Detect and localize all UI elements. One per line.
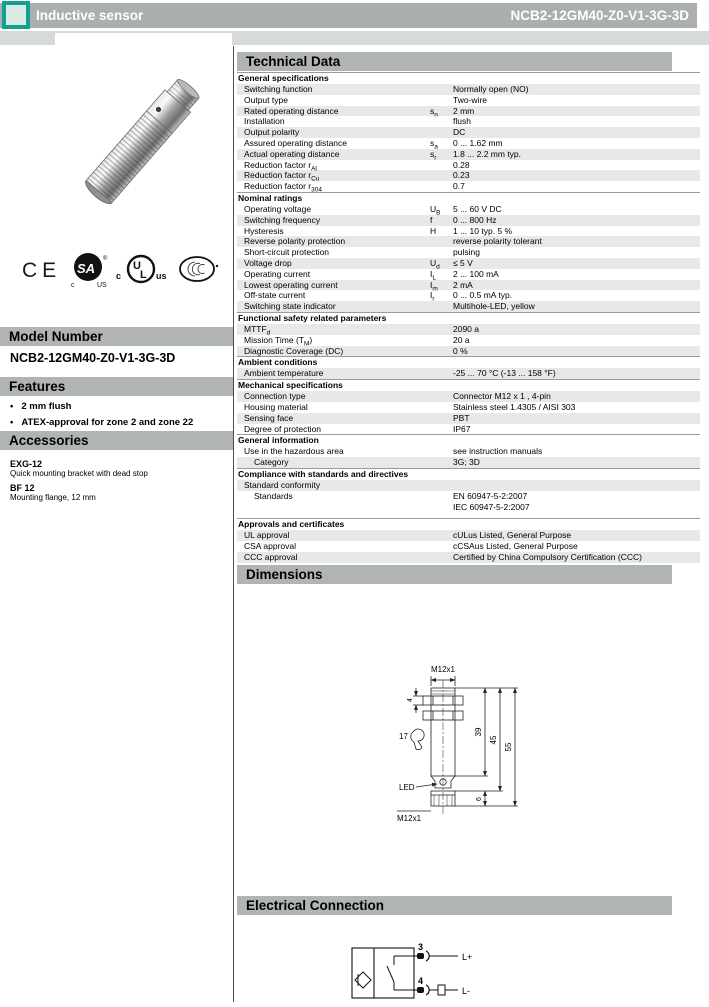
ul-c-text: c xyxy=(116,271,122,281)
spec-value: 2 ... 100 mA xyxy=(453,268,499,279)
l-plus-label: L+ xyxy=(462,952,473,962)
accessory-name: EXG-12 xyxy=(10,459,43,469)
ul-mark-icon xyxy=(116,252,170,288)
spec-symbol xyxy=(430,116,453,127)
spec-symbol xyxy=(430,491,453,513)
spec-section-header: Ambient conditions xyxy=(237,356,700,368)
spec-label: Ambient temperature xyxy=(244,368,324,379)
spec-label: Degree of protection xyxy=(244,423,322,434)
feature-item: • 2 mm flush xyxy=(10,401,225,412)
spec-value: Certified by China Compulsory Certification (CCC) xyxy=(453,551,642,562)
feature-item: • ATEX-approval for zone 2 and zone 22 xyxy=(10,417,225,428)
spec-row xyxy=(237,95,700,106)
spec-symbol xyxy=(430,127,453,138)
spec-value: 0 ... 1.62 mm xyxy=(453,137,503,148)
spec-row xyxy=(237,391,700,402)
spec-label: Switching frequency xyxy=(244,214,321,225)
accessory-description: Mounting flange, 12 mm xyxy=(10,493,96,502)
features-title: Features xyxy=(9,379,66,394)
spec-label: Installation xyxy=(244,116,285,127)
spec-value: Connector M12 x 1 , 4-pin xyxy=(453,391,551,402)
spec-label: Off-state current xyxy=(244,290,306,301)
spec-symbol xyxy=(430,413,453,424)
spec-symbol xyxy=(430,346,453,357)
dim-thread-top-label: M12x1 xyxy=(430,665,456,674)
ul-us-text: us xyxy=(156,271,167,281)
spec-symbol xyxy=(430,95,453,106)
dimensions-section-header xyxy=(237,565,672,584)
spec-row xyxy=(237,446,700,457)
spec-symbol: $I_m$ xyxy=(430,279,438,293)
spec-value: IP67 xyxy=(453,423,471,434)
spec-label: Operating current xyxy=(244,268,311,279)
spec-row xyxy=(237,457,700,468)
spec-symbol: $s_a$ xyxy=(430,137,438,151)
spec-row xyxy=(237,247,700,258)
spec-row xyxy=(237,480,700,491)
spec-label: Mission Time $(T_M)$ xyxy=(244,334,313,348)
spec-symbol: H xyxy=(430,225,437,236)
accessory-description: Quick mounting bracket with dead stop xyxy=(10,469,148,478)
spec-symbol xyxy=(430,160,453,171)
header-model-number: NCB2-12GM40-Z0-V1-3G-3D xyxy=(510,8,689,23)
spec-row xyxy=(237,413,700,424)
spec-symbol: $U_d$ xyxy=(430,257,440,271)
spec-row xyxy=(237,258,700,269)
spec-label: Standards xyxy=(254,490,293,501)
spec-row xyxy=(237,84,700,95)
spec-label: Operating voltage xyxy=(244,203,312,214)
spec-label: Reverse polarity protection xyxy=(244,236,346,247)
dim-6-label: 6 xyxy=(476,797,483,801)
spec-value: ≤ 5 V xyxy=(453,257,473,268)
spec-symbol xyxy=(430,530,453,541)
spec-row xyxy=(237,160,700,171)
spec-label: Assured operating distance xyxy=(244,137,348,148)
pin-3-label: 3 xyxy=(418,942,424,952)
accessories-title: Accessories xyxy=(9,433,89,448)
spec-label: CSA approval xyxy=(244,541,296,552)
spec-value: 0.23 xyxy=(453,170,470,181)
spec-symbol xyxy=(430,236,453,247)
spec-value: 20 a xyxy=(453,334,470,345)
spec-label: Switching state indicator xyxy=(244,301,336,312)
model-number-title: Model Number xyxy=(9,329,103,344)
spec-symbol xyxy=(430,446,453,457)
pin-4-label: 4 xyxy=(418,976,424,986)
spec-row xyxy=(237,491,700,513)
spec-row xyxy=(237,127,700,138)
spec-symbol: $s_n$ xyxy=(430,105,438,119)
spec-value: 0 ... 0.5 mA typ. xyxy=(453,290,513,301)
spec-symbol xyxy=(430,391,453,402)
spec-symbol xyxy=(430,457,453,468)
dim-thread-bottom-label: M12x1 xyxy=(397,814,422,823)
features-list xyxy=(10,401,225,433)
spec-symbol: $U_B$ xyxy=(430,203,441,217)
spec-value: PBT xyxy=(453,412,470,423)
technical-table xyxy=(237,72,700,563)
dim-39-label: 39 xyxy=(474,727,483,737)
spec-section-header: Mechanical specifications xyxy=(237,379,700,391)
spec-label: Category xyxy=(254,457,289,468)
spec-row xyxy=(237,106,700,117)
brand-logo-icon xyxy=(2,1,30,29)
ce-mark-text: CE xyxy=(22,259,62,282)
spec-label: UL approval xyxy=(244,530,290,541)
spec-row xyxy=(237,301,700,312)
spec-value: 0 ... 800 Hz xyxy=(453,214,497,225)
spec-row xyxy=(237,116,700,127)
spec-symbol: $s_r$ xyxy=(430,148,437,162)
ul-u-text: U xyxy=(133,260,141,272)
spec-value: cULus Listed, General Purpose xyxy=(453,530,572,541)
spec-label: Actual operating distance xyxy=(244,148,340,159)
spec-symbol xyxy=(430,181,453,192)
spec-row xyxy=(237,402,700,413)
page-header-bar xyxy=(0,3,697,28)
spec-section-header: General information xyxy=(237,434,700,446)
spec-label: Reduction factor $r_{304}$ xyxy=(244,181,322,194)
spec-label: CCC approval xyxy=(244,551,298,562)
spec-value: 2 mm xyxy=(453,105,475,116)
spec-row xyxy=(237,204,700,215)
model-number-section-header xyxy=(0,327,233,346)
spec-label: Diagnostic Coverage (DC) xyxy=(244,345,344,356)
csa-us-text: US xyxy=(97,282,107,289)
dim-led-label: LED xyxy=(399,783,415,792)
dimension-drawing xyxy=(385,648,560,853)
spec-value: 0 % xyxy=(453,345,468,356)
spec-section-header: Compliance with standards and directives xyxy=(237,468,700,480)
spec-label: Lowest operating current xyxy=(244,279,338,290)
spec-value: see instruction manuals xyxy=(453,446,543,457)
spec-label: Output polarity xyxy=(244,127,300,138)
technical-data-section-header xyxy=(237,52,672,71)
spec-symbol: f xyxy=(430,214,433,225)
spec-value: reverse polarity tolerant xyxy=(453,236,542,247)
spec-value: 0.28 xyxy=(453,159,470,170)
spec-row xyxy=(237,290,700,304)
spec-value: Stainless steel 1.4305 / AISI 303 xyxy=(453,401,576,412)
spec-value: Normally open (NO) xyxy=(453,84,529,94)
spec-symbol xyxy=(430,84,453,95)
spec-row xyxy=(237,149,700,160)
spec-symbol xyxy=(430,552,453,563)
dim-wrench-label: 17 xyxy=(399,732,408,741)
dimensions-title: Dimensions xyxy=(246,567,323,582)
spec-section-header: Nominal ratings xyxy=(237,192,700,204)
spec-row xyxy=(237,541,700,552)
electrical-title: Electrical Connection xyxy=(246,898,385,913)
spec-label: Voltage drop xyxy=(244,257,292,268)
spec-label: Housing material xyxy=(244,401,308,412)
sensor-photo-drawing xyxy=(55,33,232,250)
ul-l-text: L xyxy=(140,269,147,281)
spec-value: -25 ... 70 °C (-13 ... 158 °F) xyxy=(453,368,556,379)
spec-label: Reduction factor $r_{Cu}$ xyxy=(244,170,320,184)
spec-row xyxy=(237,269,700,280)
spec-value: 2 mA xyxy=(453,279,473,290)
electrical-section-header xyxy=(237,896,672,915)
accessories-list xyxy=(10,455,225,503)
spec-row xyxy=(237,138,700,149)
spec-label: Short-circuit protection xyxy=(244,247,330,258)
spec-label: Switching function xyxy=(244,84,313,94)
spec-row xyxy=(237,552,700,563)
spec-value: DC xyxy=(453,127,466,138)
spec-row xyxy=(237,324,700,335)
spec-value: cCSAus Listed, General Purpose xyxy=(453,541,578,552)
technical-data-title: Technical Data xyxy=(246,54,341,69)
column-divider xyxy=(233,46,234,1002)
spec-symbol xyxy=(430,324,453,335)
spec-row xyxy=(237,215,700,226)
spec-label: Output type xyxy=(244,94,288,105)
spec-label: Sensing face xyxy=(244,412,294,423)
wiring-diagram xyxy=(340,938,485,1006)
spec-label: Rated operating distance xyxy=(244,105,339,116)
spec-value: Two-wire xyxy=(453,94,488,105)
model-number-value: NCB2-12GM40-Z0-V1-3G-3D xyxy=(10,351,176,365)
spec-row xyxy=(237,236,700,247)
csa-r-text: ® xyxy=(103,256,108,262)
spec-row xyxy=(237,346,700,357)
spec-row xyxy=(237,335,700,346)
spec-symbol: $I_L$ xyxy=(430,268,436,282)
spec-symbol xyxy=(430,541,453,552)
spec-value: 5 ... 60 V DC xyxy=(453,203,502,214)
spec-section-header: Functional safety related parameters xyxy=(237,312,700,324)
spec-value: flush xyxy=(453,116,471,127)
spec-label: Connection type xyxy=(244,391,306,402)
product-photo xyxy=(55,33,232,250)
spec-value: EN 60947-5-2:2007 IEC 60947-5-2:2007 xyxy=(453,490,530,512)
accessories-section-header xyxy=(0,431,233,450)
spec-symbol xyxy=(430,480,453,491)
spec-value: 1 ... 10 typ. 5 % xyxy=(453,225,513,236)
features-section-header xyxy=(0,377,233,396)
spec-value xyxy=(453,480,700,491)
product-family-title: Inductive sensor xyxy=(36,8,144,23)
spec-symbol: $I_r$ xyxy=(430,290,435,304)
spec-label: $MTTF_d$ xyxy=(244,323,271,337)
csa-c-text: c xyxy=(71,282,75,289)
spec-symbol xyxy=(430,170,453,181)
spec-row xyxy=(237,424,700,435)
spec-symbol xyxy=(430,424,453,435)
spec-row xyxy=(237,368,700,379)
ce-mark-icon xyxy=(20,254,68,284)
spec-label: Hysteresis xyxy=(244,225,284,236)
spec-section-header: General specifications xyxy=(237,72,700,84)
l-minus-label: L- xyxy=(462,986,471,996)
dim-nut-label: 4 xyxy=(407,698,414,702)
spec-section-header: Approvals and certificates xyxy=(237,518,700,530)
spec-symbol xyxy=(430,247,453,258)
ccc-mark-icon xyxy=(178,254,222,286)
dim-45-label: 45 xyxy=(489,735,498,745)
csa-mark-icon xyxy=(68,250,112,290)
spec-row xyxy=(237,181,700,192)
spec-row xyxy=(237,170,700,184)
spec-value: pulsing xyxy=(453,247,480,258)
spec-row xyxy=(237,280,700,291)
dim-55-label: 55 xyxy=(504,742,513,752)
spec-value: 3G; 3D xyxy=(453,457,480,468)
spec-label: Standard conformity xyxy=(244,479,321,490)
spec-label: Reduction factor $r_{Al}$ xyxy=(244,159,317,173)
spec-symbol xyxy=(430,368,453,379)
spec-value: 1.8 ... 2.2 mm typ. xyxy=(453,148,522,159)
accessory-name: BF 12 xyxy=(10,483,35,493)
spec-row xyxy=(237,226,700,237)
spec-symbol xyxy=(430,301,453,312)
spec-row xyxy=(237,530,700,541)
spec-value: Multihole-LED, yellow xyxy=(453,301,535,312)
spec-label: Use in the hazardous area xyxy=(244,446,344,457)
spec-symbol xyxy=(430,335,453,346)
spec-value: 0.7 xyxy=(453,181,465,192)
spec-symbol xyxy=(430,402,453,413)
spec-value: 2090 a xyxy=(453,323,479,334)
csa-mark-text: SA xyxy=(77,261,96,276)
